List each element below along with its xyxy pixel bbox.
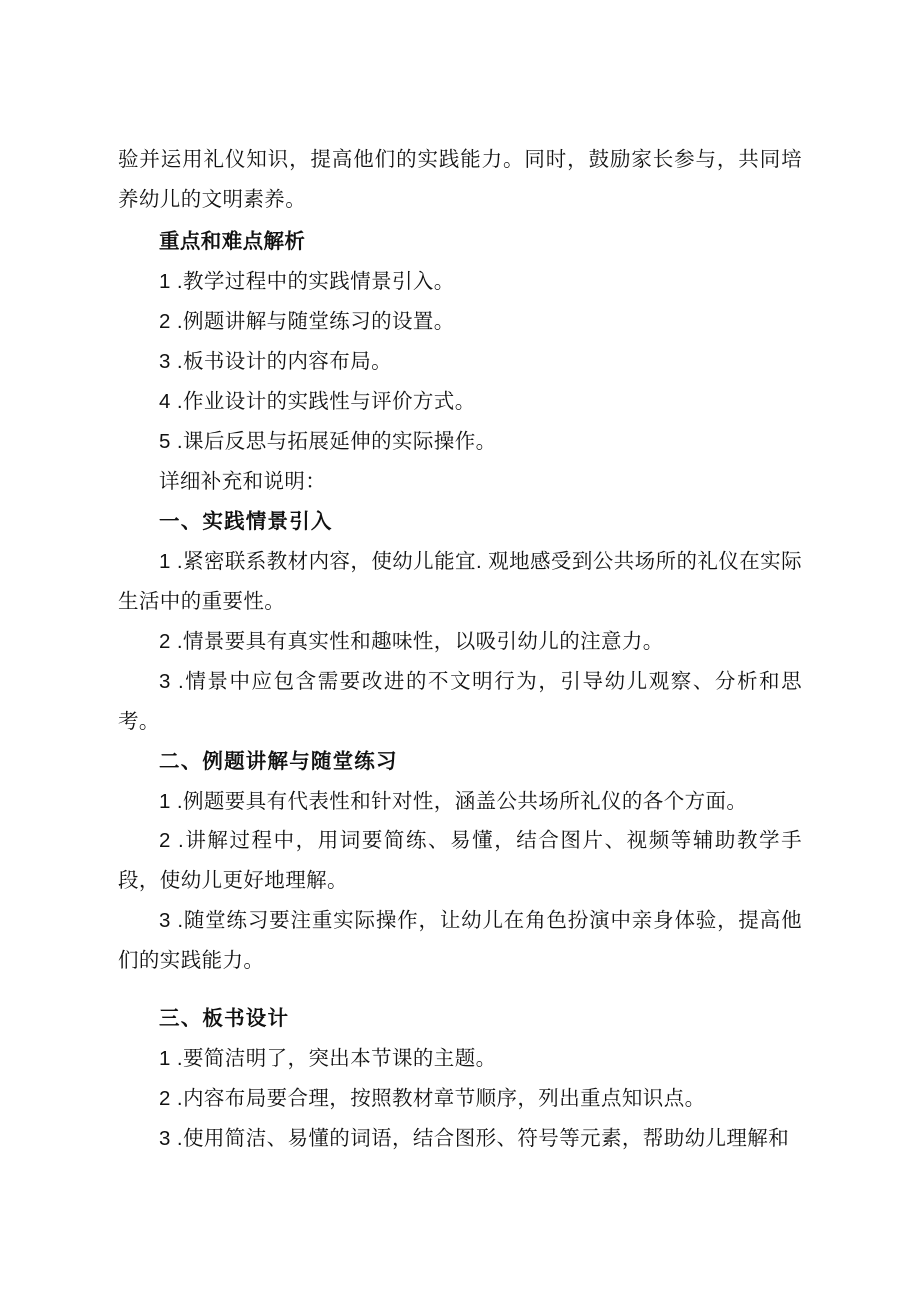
list-item: 5 .课后反思与拓展延伸的实际操作。 (159, 429, 497, 453)
list-item: 1 .要简洁明了，突出本节课的主题。 (159, 1047, 497, 1071)
section-heading-key-points: 重点和难点解析 (159, 229, 306, 253)
list-item: 1 .教学过程中的实践情景引入。 (159, 269, 455, 293)
list-item: 2 .讲解过程中，用词要简练、易懂，结合图片、视频等辅助教学手段，使幼儿更好地理解。 (118, 829, 802, 893)
section-heading-two: 二、例题讲解与随堂练习 (159, 749, 398, 773)
section-heading-one: 一、实践情景引入 (159, 509, 333, 533)
list-item: 3 .板书设计的内容布局。 (159, 349, 392, 373)
list-item: 2 .例题讲解与随堂练习的设置。 (159, 309, 455, 333)
list-item: 3 .随堂练习要注重实际操作，让幼儿在角色扮演中亲身体验，提高他们的实践能力。 (118, 909, 802, 973)
section-heading-three: 三、板书设计 (159, 1007, 290, 1031)
list-item: 4 .作业设计的实践性与评价方式。 (159, 389, 476, 413)
list-item: 1 .紧密联系教材内容，使幼儿能宜. 观地感受到公共场所的礼仪在实际生活中的重要性。 (118, 549, 802, 613)
paragraph-detail-intro: 详细补充和说明： (159, 469, 327, 493)
list-item: 2 .情景要具有真实性和趣味性，以吸引幼儿的注意力。 (159, 629, 664, 653)
list-item: 3 .情景中应包含需要改进的不文明行为，引导幼儿观察、分析和思考。 (118, 669, 802, 733)
document-body (118, 140, 802, 1159)
list-item: 1 .例题要具有代表性和针对性，涵盖公共场所礼仪的各个方面。 (159, 789, 748, 813)
list-item: 2 .内容布局要合理，按照教材章节顺序，列出重点知识点。 (159, 1087, 706, 1111)
list-item: 3 .使用简洁、易懂的词语，结合图形、符号等元素，帮助幼儿理解和 (159, 1127, 790, 1151)
section-spacer (118, 981, 802, 999)
paragraph-continued: 验并运用礼仪知识，提高他们的实践能力。同时，鼓励家长参与，共同培养幼儿的文明素养。 (118, 148, 802, 211)
